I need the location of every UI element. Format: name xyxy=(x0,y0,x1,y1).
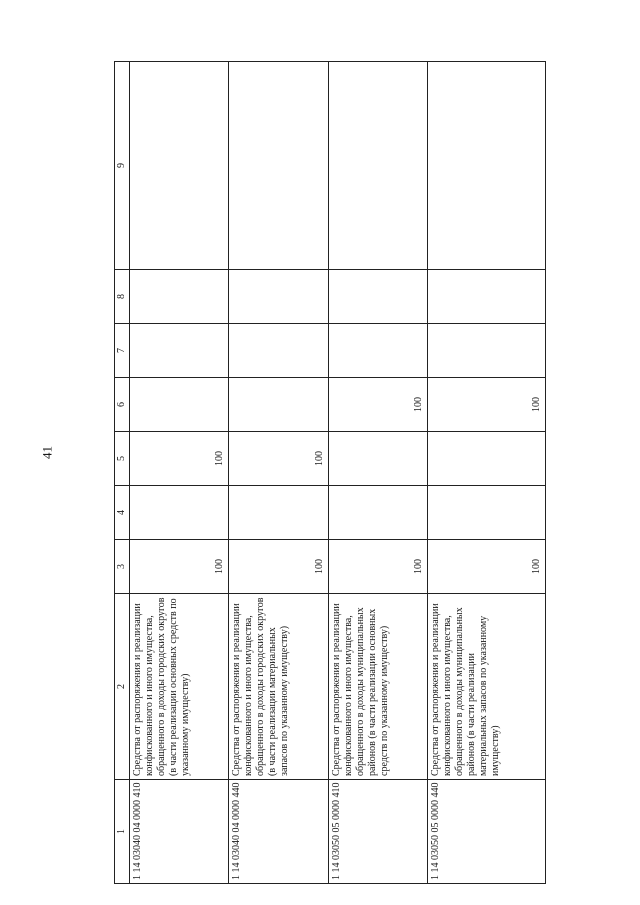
cell-col-3: 100 xyxy=(328,540,427,594)
cell-col-5 xyxy=(328,432,427,486)
income-name: Средства от распоряжения и реализации конфискованного и иного имущества, обращенного в доходы городских округов (в части реализации материальных запасов по указанному имуществу) xyxy=(229,594,328,780)
cell-col-6: 100 xyxy=(328,378,427,432)
page-number: 41 xyxy=(39,446,55,459)
header-col-6: 6 xyxy=(115,378,130,432)
cell-col-6 xyxy=(130,378,229,432)
table-row xyxy=(428,62,546,884)
income-name: Средства от распоряжения и реализации конфискованного и иного имущества, обращенного в доходы городских округов (в части реализации основных средств по указанному имуществу) xyxy=(130,594,229,780)
income-name: Средства от распоряжения и реализации конфискованного и иного имущества, обращенного в доходы муниципальных районов (в части реализации материальных запасов по указанному имуществу) xyxy=(428,594,546,780)
cell-col-8 xyxy=(428,270,546,324)
cell-col-5: 100 xyxy=(130,432,229,486)
cell-col-4 xyxy=(130,486,229,540)
cell-col-6: 100 xyxy=(428,378,546,432)
cell-col-7 xyxy=(130,324,229,378)
cell-col-8 xyxy=(328,270,427,324)
cell-col-7 xyxy=(428,324,546,378)
income-code: 1 14 03050 05 0000 440 xyxy=(428,780,546,884)
cell-col-9 xyxy=(130,62,229,270)
table-row xyxy=(328,62,427,884)
income-code: 1 14 03040 04 0000 440 xyxy=(229,780,328,884)
cell-col-3: 100 xyxy=(229,540,328,594)
header-col-7: 7 xyxy=(115,324,130,378)
cell-col-5: 100 xyxy=(229,432,328,486)
header-col-1: 1 xyxy=(115,780,130,884)
income-name: Средства от распоряжения и реализации конфискованного и иного имущества, обращенного в доходы муниципальных районов (в части реализации основных средств по указанному имуществу) xyxy=(328,594,427,780)
cell-col-4 xyxy=(328,486,427,540)
income-code: 1 14 03050 05 0000 410 xyxy=(328,780,427,884)
header-row xyxy=(115,62,130,884)
cell-col-9 xyxy=(328,62,427,270)
header-col-3: 3 xyxy=(115,540,130,594)
header-col-2: 2 xyxy=(115,594,130,780)
cell-col-8 xyxy=(130,270,229,324)
budget-table xyxy=(114,61,546,884)
income-code: 1 14 03040 04 0000 410 xyxy=(130,780,229,884)
cell-col-3: 100 xyxy=(130,540,229,594)
cell-col-9 xyxy=(428,62,546,270)
cell-col-4 xyxy=(428,486,546,540)
header-col-8: 8 xyxy=(115,270,130,324)
cell-col-3: 100 xyxy=(428,540,546,594)
cell-col-5 xyxy=(428,432,546,486)
cell-col-9 xyxy=(229,62,328,270)
cell-col-8 xyxy=(229,270,328,324)
cell-col-6 xyxy=(229,378,328,432)
budget-table-rotated xyxy=(114,62,546,884)
table-row xyxy=(229,62,328,884)
header-col-4: 4 xyxy=(115,486,130,540)
header-col-9: 9 xyxy=(115,62,130,270)
cell-col-7 xyxy=(229,324,328,378)
cell-col-7 xyxy=(328,324,427,378)
table-row xyxy=(130,62,229,884)
cell-col-4 xyxy=(229,486,328,540)
header-col-5: 5 xyxy=(115,432,130,486)
